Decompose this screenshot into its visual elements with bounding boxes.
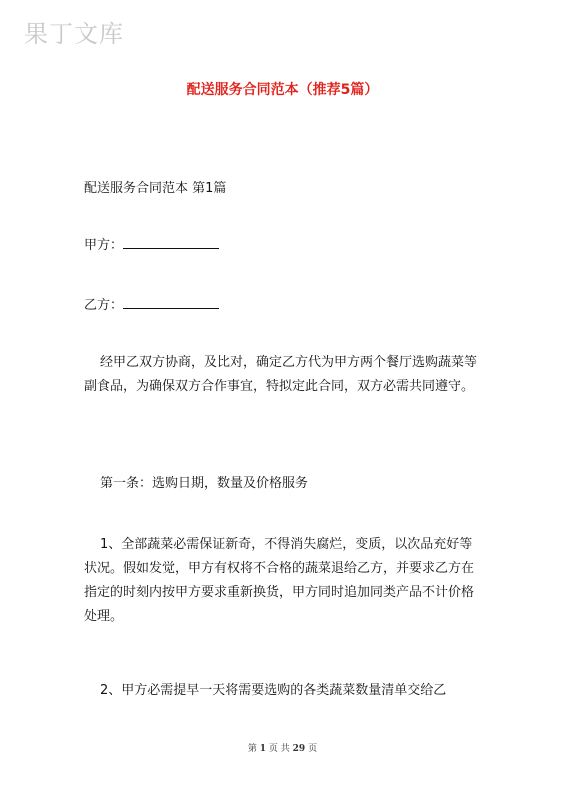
page-footer (0, 741, 565, 754)
paragraph-clause-2: 2、甲方必需提早一天将需要选购的各类蔬菜数量清单交给乙 (100, 683, 447, 698)
footer-middle: 页 共 (268, 744, 290, 754)
footer-prefix: 第 (247, 744, 257, 754)
party-a-blank (123, 236, 219, 249)
footer-page-number: 1 (259, 744, 267, 754)
paragraph-clause-1: 1、全部蔬菜必需保证新奇，不得消失腐烂，变质，以次品充好等状况。假如发觉，甲方有权将不合格的蔬菜退给乙方，并要求乙方在指定的时刻内按甲方要求重新换货，甲方同时追加同类产品不计价格处理。 (84, 537, 475, 624)
article-one-heading: 第一条：选购日期，数量及价格服务 (100, 476, 309, 491)
party-a-label: 甲方： (84, 238, 124, 253)
watermark-logo: 果丁文库 (24, 20, 124, 48)
party-b-line (84, 294, 484, 318)
party-a-line (84, 234, 484, 258)
footer-suffix: 页 (308, 744, 318, 754)
party-b-label: 乙方： (84, 298, 124, 313)
footer-total-pages: 29 (292, 744, 306, 754)
section-heading: 配送服务合同范本 第1篇 (84, 181, 227, 196)
document-title: 配送服务合同范本（推荐5篇） (186, 82, 379, 98)
party-b-blank (123, 296, 219, 309)
paragraph-intro: 经甲乙双方协商，及比对，确定乙方代为甲方两个餐厅选购蔬菜等副食品，为确保双方合作事宜，特拟定此合同，双方必需共同遵守。 (84, 355, 478, 394)
